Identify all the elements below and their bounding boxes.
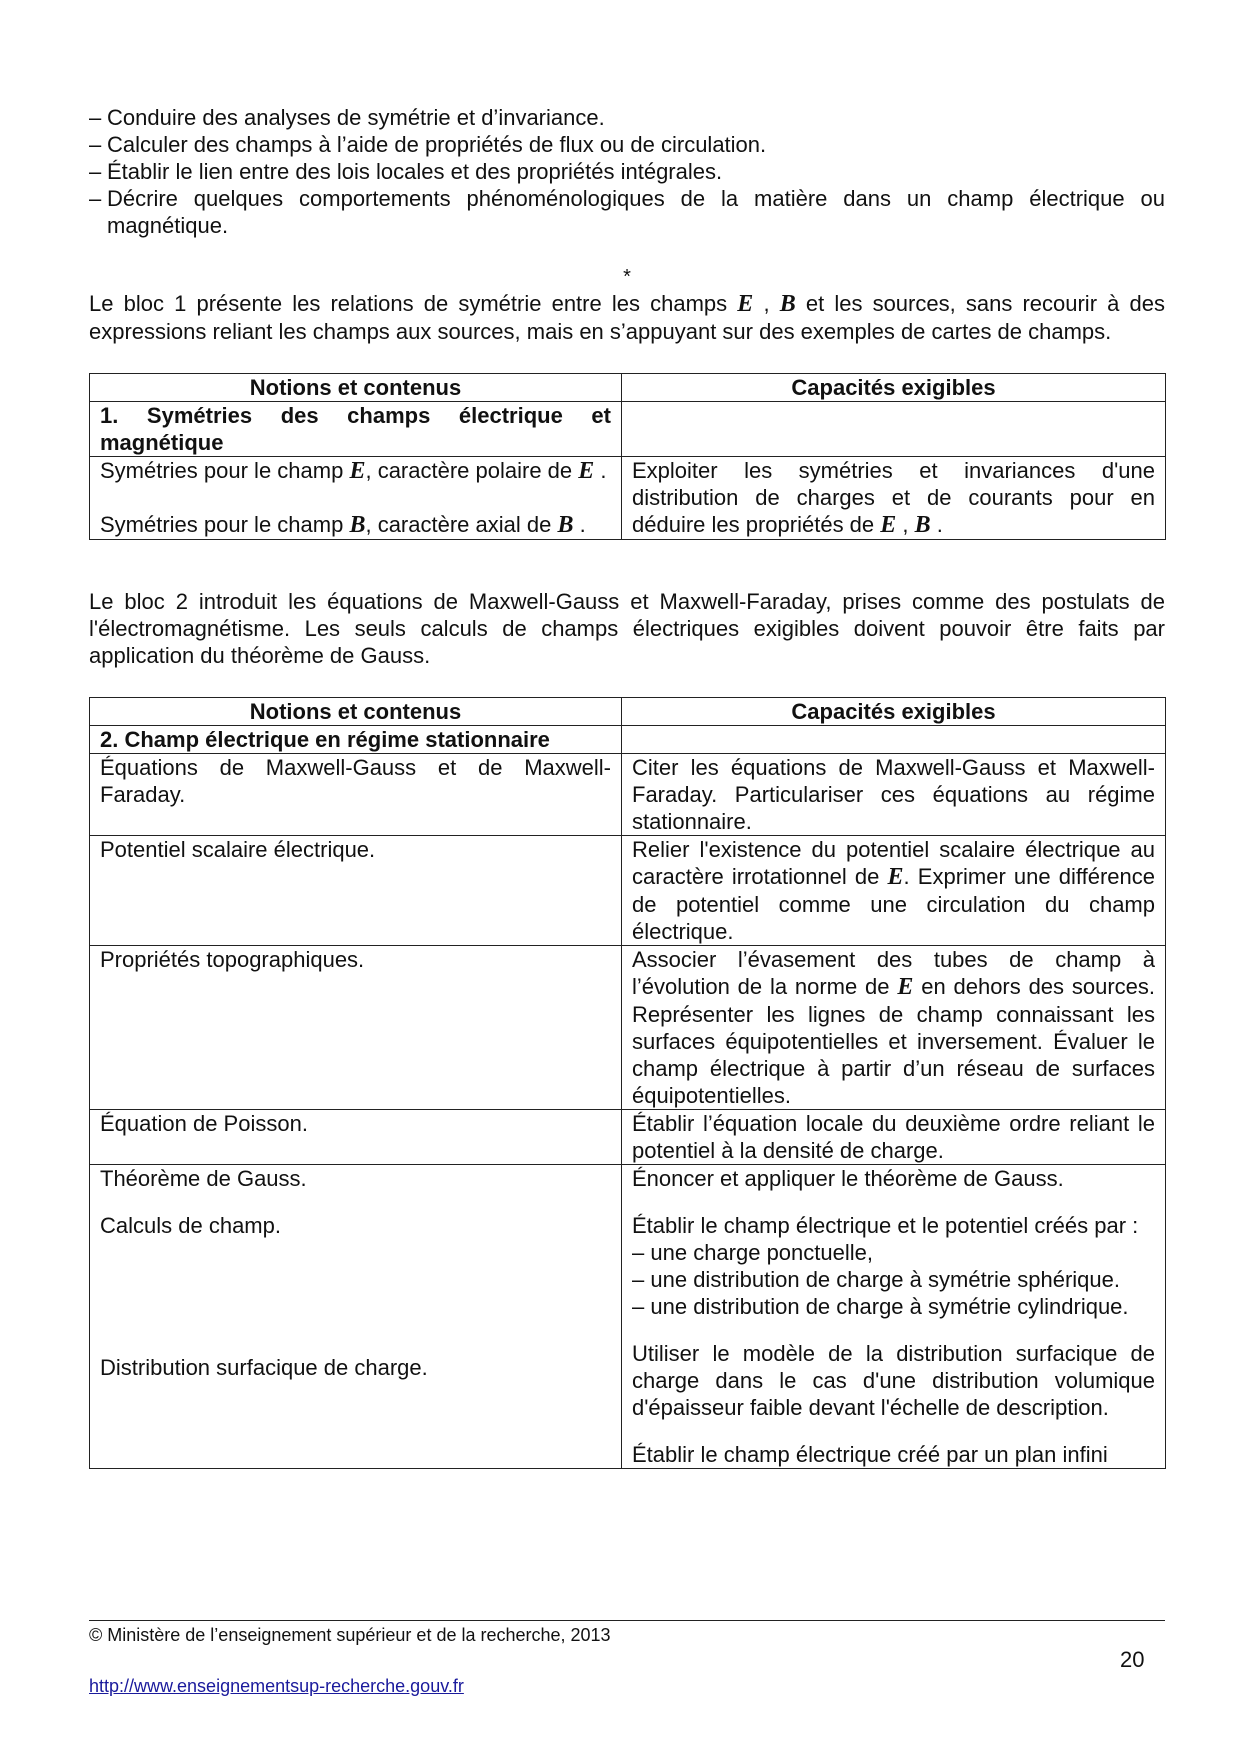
bloc1-intro: Le bloc 1 présente les relations de symétrie entre les champs E , B et les sources, sans recourir à des expressions reliant les champs aux sources, mais en s’appuyant sur des exemples de cartes de champs. — [89, 291, 1165, 344]
list-item: – une charge ponctuelle, — [632, 1240, 873, 1265]
empty-cell — [622, 402, 1166, 457]
table-row: Potentiel scalaire électrique. Relier l'existence du potentiel scalaire électrique au caractère irrotationnel de E. Exprimer une différence de potentiel comme une circulation du champ électrique. — [90, 836, 1166, 946]
empty-cell — [622, 726, 1166, 754]
intro-bullet: – Établir le lien entre des lois locales et des propriétés intégrales. — [89, 159, 723, 184]
notion-cell — [90, 457, 622, 540]
page-number: 20 — [1120, 1647, 1145, 1672]
footer-link[interactable]: http://www.enseignementsup-recherche.gouv.fr — [89, 1676, 464, 1696]
list-item: – une distribution de charge à symétrie cylindrique. — [632, 1294, 1129, 1319]
vector-e: E — [737, 291, 754, 317]
notion-symetrie-b: Symétries pour le champ B, caractère axial de B . — [100, 512, 586, 538]
vector-b: B — [779, 291, 796, 317]
list-item: – une distribution de charge à symétrie sphérique. — [632, 1267, 1120, 1292]
capacite-cell: Exploiter les symétries et invariances d'une distribution de charges et de courants pour en déduire les propriétés de E , B . — [622, 457, 1166, 540]
bloc2-intro: Le bloc 2 introduit les équations de Maxwell-Gauss et Maxwell-Faraday, prises comme des postulats de l'électromagnétisme. Les seuls calculs de champs électriques exigibles doivent pouvoir être faits par application du théorème de Gauss. — [89, 589, 1165, 668]
table-header-notions: Notions et contenus — [90, 698, 622, 726]
bloc1-table — [89, 373, 1166, 540]
table-row: Théorème de Gauss. Calculs de champ. Distribution surfacique de charge. Énoncer et appliquer le théorème de Gauss. Établir le champ électrique et le potentiel créés par : – une charge ponctuelle, – une distribution de charge à symétrie sphérique. – une distribution de charge à symétrie cylindrique. Utiliser le modèle de la distribution surfacique de charge dans le cas d'une distribution volumique d'épaisseur faible devant l'échelle de description. Établir le champ électrique créé par un plan infini — [90, 1165, 1166, 1469]
intro-bullet: – Calculer des champs à l’aide de propriétés de flux ou de circulation. — [89, 132, 767, 157]
table-header-capacites: Capacités exigibles — [622, 374, 1166, 402]
table-row: Équation de Poisson. Établir l’équation locale du deuxième ordre reliant le potentiel à la densité de charge. — [90, 1110, 1166, 1165]
bloc2-table — [89, 697, 1166, 1469]
intro-bullet: – Décrire quelques comportements phénoménologiques de la matière dans un champ électrique ou magnétique. — [89, 186, 1165, 238]
section-title: 2. Champ électrique en régime stationnaire — [90, 726, 622, 754]
notion-symetrie-e: Symétries pour le champ E, caractère polaire de E . — [100, 458, 607, 484]
intro-bullet: – Conduire des analyses de symétrie et d’invariance. — [89, 105, 605, 130]
footer-divider — [89, 1620, 1165, 1621]
table-row: Propriétés topographiques. Associer l’évasement des tubes de champ à l’évolution de la norme de E en dehors des sources. Représenter les lignes de champ connaissant les surfaces équipotentielles et inversement. Évaluer le champ électrique à partir d’un réseau de surfaces équipotentielles. — [90, 946, 1166, 1110]
table-row: Équations de Maxwell-Gauss et de Maxwell-Faraday. Citer les équations de Maxwell-Gauss et Maxwell-Faraday. Particulariser ces équations au régime stationnaire. — [90, 754, 1166, 836]
intro-bullet-list — [89, 104, 1165, 239]
footer-copyright: © Ministère de l’enseignement supérieur et de la recherche, 2013 — [89, 1625, 611, 1645]
page-content — [89, 104, 1165, 1469]
separator-star: * — [623, 266, 631, 288]
section-title: 1. Symétries des champs électrique et magnétique — [90, 402, 622, 457]
table-header-notions: Notions et contenus — [90, 374, 622, 402]
table-header-capacites: Capacités exigibles — [622, 698, 1166, 726]
